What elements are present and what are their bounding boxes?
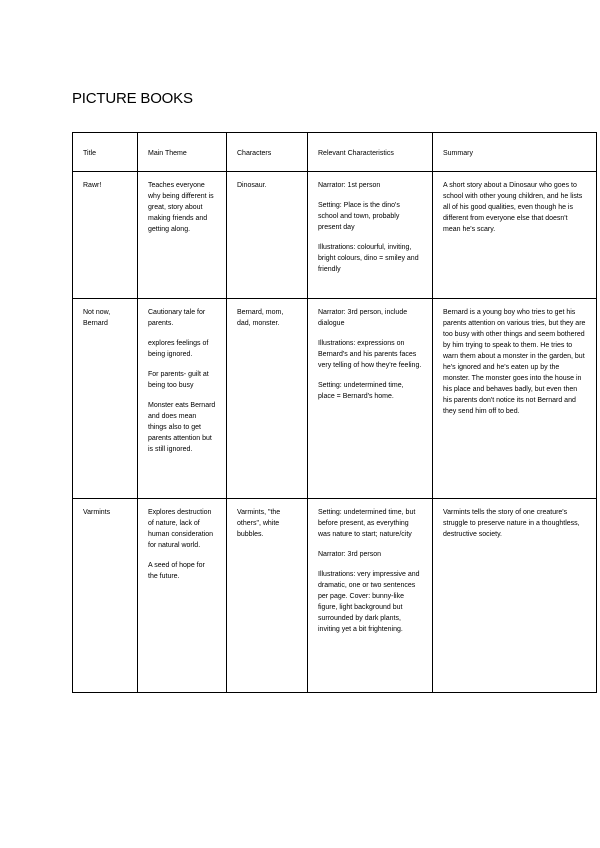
- cell-summary: [433, 299, 597, 499]
- cell-text: Bernard, mom, dad, monster.: [237, 309, 284, 327]
- cell-main-theme: [138, 499, 227, 693]
- cell-summary: [433, 172, 597, 299]
- cell-text: Explores destruction of nature, lack of human consideration for natural world.: [148, 509, 213, 549]
- cell-text: Bernard is a young boy who tries to get his parents attention on various tries, but they are too busy with other things and seem bothered by him trying to speak to them. He tries to warn them about a monster in the garden, but he's ignored and he's eaten up by the monster. The monster goes into the house in his place and behaves badly, but even then his parents don't notice its not Bernard and they send him off to bed.: [443, 309, 586, 415]
- cell-text: Narrator: 3rd person: [318, 551, 382, 558]
- cell-text: Illustrations: very impressive and dramatic, one or two sentences per page. Cover: bunny-like figure, light background but surrounded by dark plants, inviting yet a bit frightening.: [318, 571, 420, 633]
- cell-text: Setting: undetermined time, but before present, as everything was nature to start; nature/city: [318, 509, 416, 538]
- page-title: PICTURE BOOKS: [72, 90, 193, 107]
- cell-text: Dinosaur.: [237, 182, 267, 189]
- cell-text: Setting: undetermined time, place = Bernard's home.: [318, 382, 404, 400]
- cell-text: Varmints: [83, 509, 111, 516]
- table-header-row: [73, 133, 597, 172]
- cell-text: Not now, Bernard: [83, 309, 111, 327]
- cell-text: Varmints tells the story of one creature's struggle to preserve nature in a thoughtless, destructive society.: [443, 509, 580, 538]
- cell-text: Setting: Place is the dino's school and town, probably present day: [318, 202, 400, 231]
- cell-text: explores feelings of being ignored.: [148, 340, 209, 358]
- header-summary: Summary: [433, 133, 597, 172]
- cell-text: A seed of hope for the future.: [148, 562, 205, 580]
- cell-characteristics: [308, 499, 433, 693]
- picture-books-table: [72, 132, 597, 693]
- cell-characters: [227, 172, 308, 299]
- cell-title: [73, 499, 138, 693]
- cell-text: Narrator: 3rd person, include dialogue: [318, 309, 408, 327]
- cell-characteristics: [308, 172, 433, 299]
- table-row: [73, 299, 597, 499]
- cell-text: Rawr!: [83, 182, 102, 189]
- header-title: Title: [73, 133, 138, 172]
- cell-text: Monster eats Bernard and does mean things also to get parents attention but is still ignored.: [148, 402, 216, 453]
- header-characters: Characters: [227, 133, 308, 172]
- cell-text: Cautionary tale for parents.: [148, 309, 206, 327]
- cell-text: A short story about a Dinosaur who goes to school with other young children, and he lists all of his good qualities, even though he is different from everyone else that doesn't mean he's scary.: [443, 182, 583, 233]
- table-row: [73, 172, 597, 299]
- cell-summary: [433, 499, 597, 693]
- header-main-theme: Main Theme: [138, 133, 227, 172]
- cell-text: Illustrations: expressions on Bernard's and his parents faces very telling of how they're feeling.: [318, 340, 422, 369]
- cell-title: [73, 172, 138, 299]
- cell-main-theme: [138, 299, 227, 499]
- cell-text: For parents- guilt at being too busy: [148, 371, 209, 389]
- cell-title: [73, 299, 138, 499]
- cell-characters: [227, 499, 308, 693]
- cell-main-theme: [138, 172, 227, 299]
- cell-text: Illustrations: colourful, inviting, bright colours, dino = smiley and friendly: [318, 244, 419, 273]
- cell-text: Teaches everyone why being different is great, story about making friends and getting along.: [148, 182, 214, 233]
- cell-characters: [227, 299, 308, 499]
- table-row: [73, 499, 597, 693]
- cell-characteristics: [308, 299, 433, 499]
- header-relevant-characteristics: Relevant Characteristics: [308, 133, 433, 172]
- cell-text: Varmints, "the others", white bubbles.: [237, 509, 281, 538]
- cell-text: Narrator: 1st person: [318, 182, 381, 189]
